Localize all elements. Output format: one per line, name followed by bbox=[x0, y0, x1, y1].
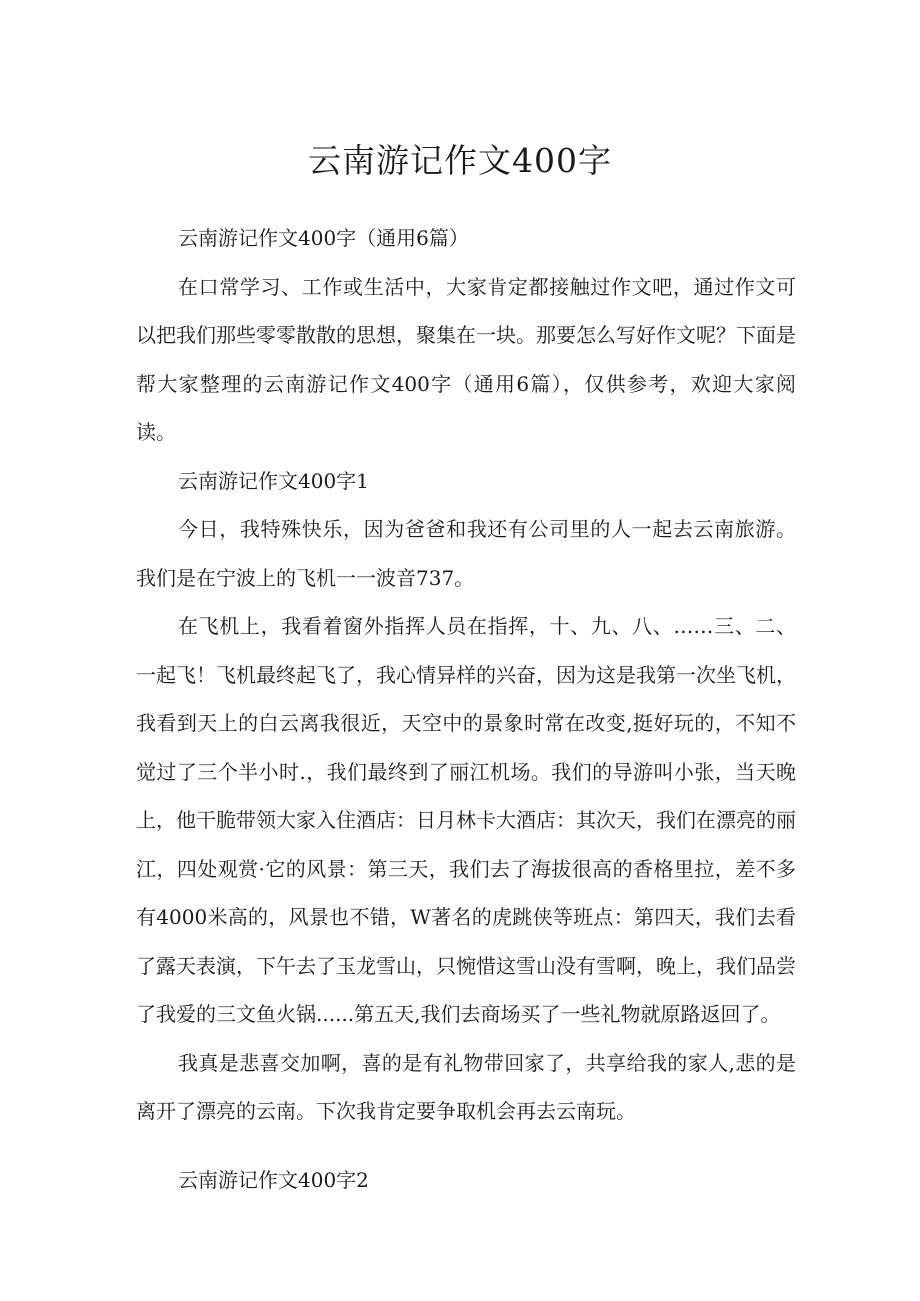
section-1-paragraph-3: 我真是悲喜交加啊，喜的是有礼物带回家了，共享给我的家人,悲的是离开了漂亮的云南。下次我肯定要争取机会再去云南玩。 bbox=[136, 1050, 796, 1123]
section-1-paragraph-1: 今日，我特殊快乐，因为爸爸和我还有公司里的人一起去云南旅游。我们是在宁波上的飞机一一波音737。 bbox=[136, 517, 796, 590]
intro-paragraph: 在口常学习、工作或生活中，大家肯定都接触过作文吧，通过作文可以把我们那些零零散散的思想，聚集在一块。那要怎么写好作文呢？下面是帮大家整理的云南游记作文400字（通用6篇），仅供参考，欢迎大家阅读。 bbox=[136, 274, 796, 444]
section-2-heading: 云南游记作文400字2 bbox=[178, 1167, 369, 1192]
section-1-paragraph-2: 在飞机上，我看着窗外指挥人员在指挥，十、九、八、……三、二、一起飞！飞机最终起飞了，我心情异样的兴奋，因为这是我第一次坐飞机，我看到天上的白云离我很近，天空中的景象时常在改变,挺好玩的，不知不觉过了三个半小时.，我们最终到了丽江机场。我们的导游叫小张，当天晚上，他干脆带领大家入住酒店：日月林卡大酒店：其次天，我们在漂亮的丽江，四处观赏·它的风景：第三天，我们去了海拔很高的香格里拉，差不多有4000米高的，风景也不错，W著名的虎跳侠等班点：第四天，我们去看了露天表演，下午去了玉龙雪山，只惋惜这雪山没有雪啊，晚上，我们品尝了我爱的三文鱼火锅......第五天,我们去商场买了一些礼物就原路返回了。 bbox=[136, 614, 796, 1026]
section-spacer bbox=[136, 1136, 796, 1156]
document-body bbox=[136, 214, 796, 1204]
document-title: 云南游记作文400字 bbox=[308, 141, 612, 180]
section-1-heading: 云南游记作文400字1 bbox=[178, 468, 369, 493]
document-subtitle: 云南游记作文400字（通用6篇） bbox=[178, 226, 469, 250]
